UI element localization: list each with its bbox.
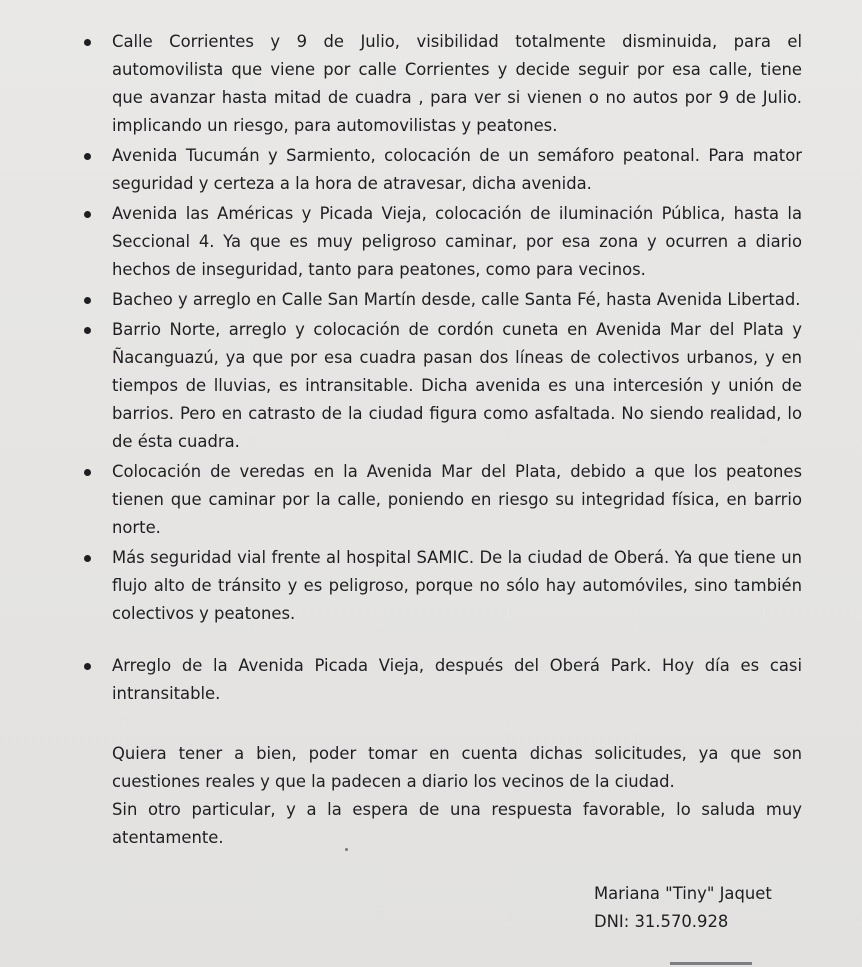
list-item bbox=[0, 286, 862, 314]
list-item-text: Bacheo y arreglo en Calle San Martín desde, calle Santa Fé, hasta Avenida Libertad. bbox=[112, 290, 801, 309]
farewell-paragraph: Sin otro particular, y a la espera de una respuesta favorable, lo saluda muy atentamente. bbox=[112, 800, 802, 847]
ink-speck bbox=[345, 848, 348, 851]
list-item bbox=[0, 200, 862, 284]
signer-name: Mariana "Tiny" Jaquet bbox=[594, 884, 772, 903]
list-item-text: Avenida las Américas y Picada Vieja, colocación de iluminación Pública, hasta la Seccional 4. Ya que es muy peligroso caminar, por esa zona y ocurren a diario hechos de inseguridad, tanto para peatones, como para vecinos. bbox=[112, 204, 802, 279]
bullet-icon bbox=[84, 297, 91, 304]
list-item-text: Calle Corrientes y 9 de Julio, visibilidad totalmente disminuida, para el automovilista que viene por calle Corrientes y decide seguir por esa calle, tiene que avanzar hasta mitad de cuadra , para ver si vienen o no autos por 9 de Julio. implicando un riesgo, para automovilistas y peatones. bbox=[112, 32, 802, 135]
signature-block bbox=[594, 880, 772, 936]
bullet-icon bbox=[84, 663, 91, 670]
request-list bbox=[0, 28, 862, 710]
list-item bbox=[0, 652, 862, 708]
list-item bbox=[0, 28, 862, 140]
signer-dni: DNI: 31.570.928 bbox=[594, 912, 729, 931]
bullet-icon bbox=[84, 555, 91, 562]
bullet-icon bbox=[84, 153, 91, 160]
bullet-icon bbox=[84, 469, 91, 476]
bullet-icon bbox=[84, 211, 91, 218]
list-item-text: Colocación de veredas en la Avenida Mar del Plata, debido a que los peatones tienen que caminar por la calle, poniendo en riesgo su integridad física, en barrio norte. bbox=[112, 462, 802, 537]
bullet-icon bbox=[84, 327, 91, 334]
list-item-text: Más seguridad vial frente al hospital SAMIC. De la ciudad de Oberá. Ya que tiene un flujo alto de tránsito y es peligroso, porque no sólo hay automóviles, sino también colectivos y peatones. bbox=[112, 548, 802, 623]
list-item bbox=[0, 142, 862, 198]
closing-section bbox=[112, 740, 802, 852]
list-item bbox=[0, 544, 862, 628]
list-item-text: Arreglo de la Avenida Picada Vieja, después del Oberá Park. Hoy día es casi intransitable. bbox=[112, 656, 802, 703]
list-item-text: Avenida Tucumán y Sarmiento, colocación de un semáforo peatonal. Para mator seguridad y certeza a la hora de atravesar, dicha avenida. bbox=[112, 146, 802, 193]
closing-paragraph: Quiera tener a bien, poder tomar en cuenta dichas solicitudes, ya que son cuestiones reales y que la padecen a diario los vecinos de la ciudad. bbox=[112, 744, 802, 791]
bullet-icon bbox=[84, 39, 91, 46]
list-item bbox=[0, 458, 862, 542]
list-item-text: Barrio Norte, arreglo y colocación de cordón cuneta en Avenida Mar del Plata y Ñacanguazú, ya que por esa cuadra pasan dos líneas de colectivos urbanos, y en tiempos de lluvias, es intransitable. Dicha avenida es una intercesión y unión de barrios. Pero en catrasto de la ciudad figura como asfaltada. No siendo realidad, lo de ésta cuadra. bbox=[112, 320, 802, 451]
bottom-edge-mark bbox=[670, 962, 752, 965]
list-item bbox=[0, 316, 862, 456]
